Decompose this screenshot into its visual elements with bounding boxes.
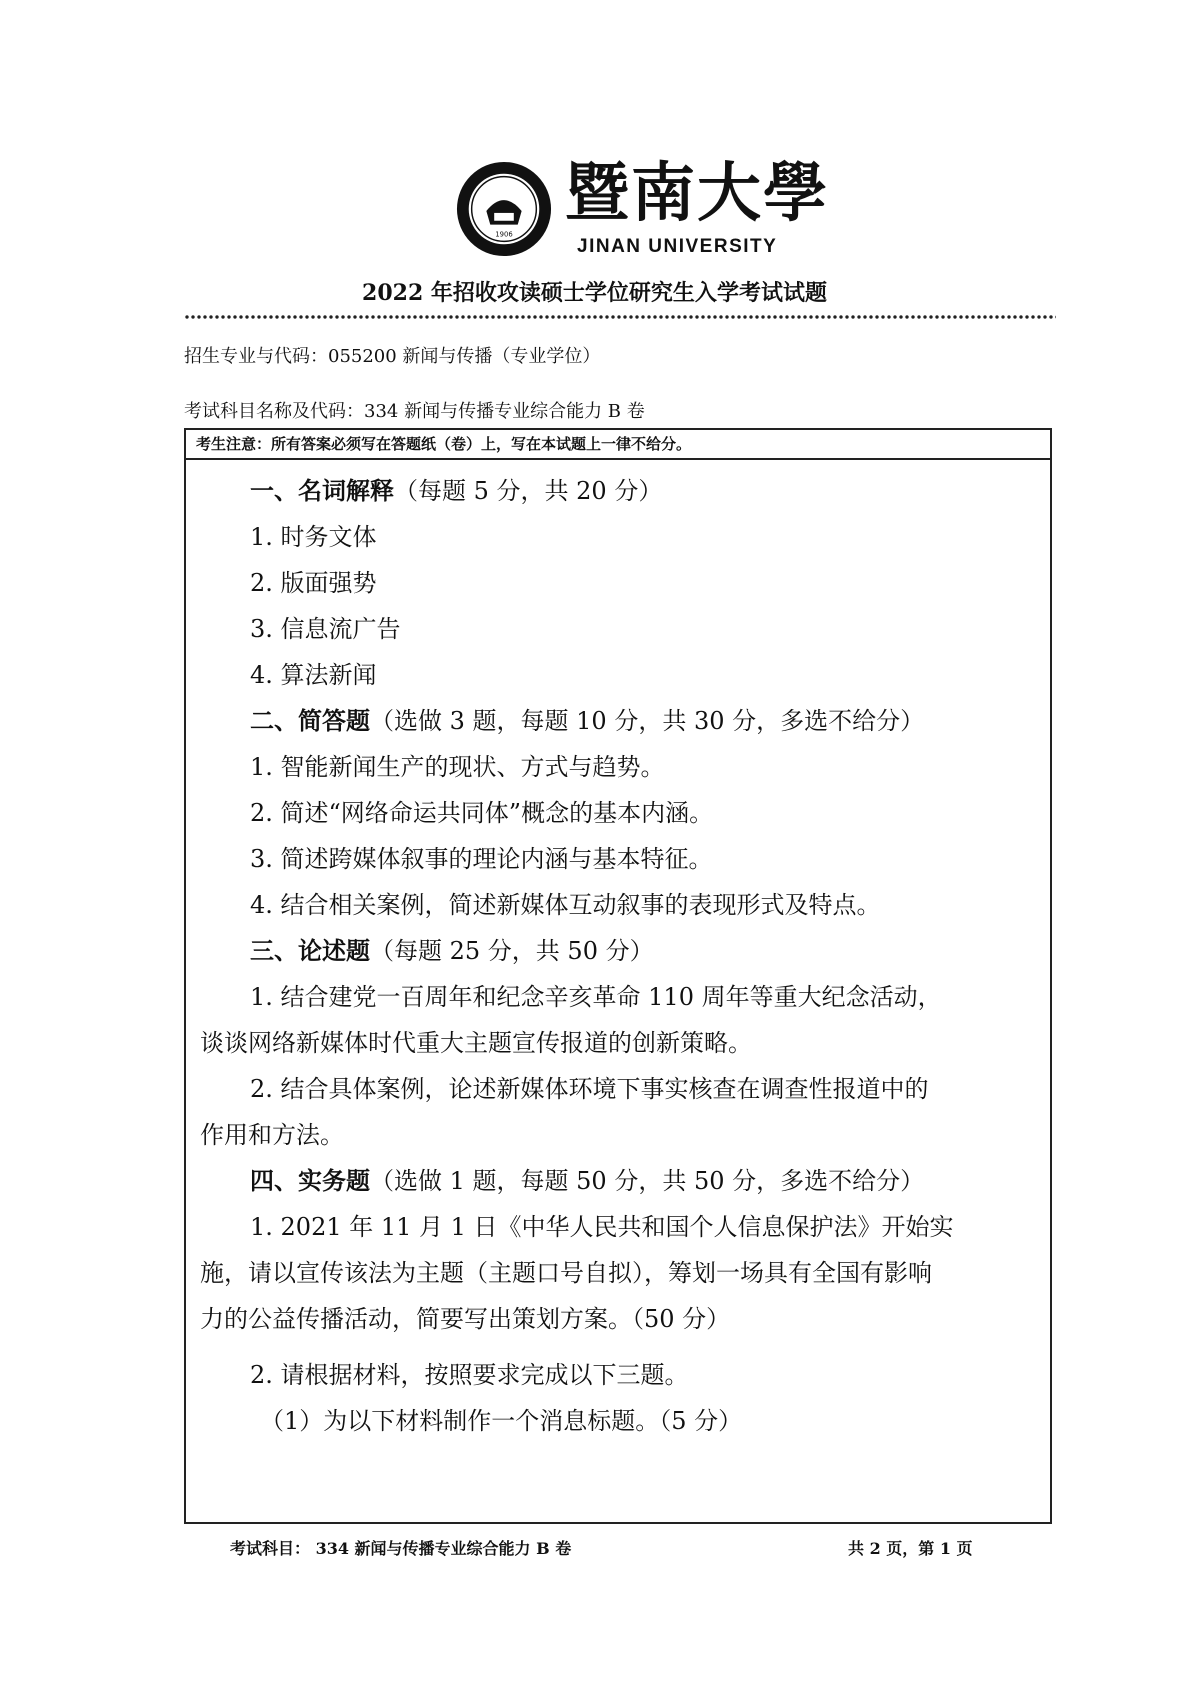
footer-page-number: 共 2 页，第 1 页 (848, 1539, 973, 1558)
section-4-note: （选做 1 题，每题 50 分，共 50 分，多选不给分） (370, 1167, 925, 1195)
section-2-heading (250, 704, 924, 738)
section-4-title: 四、实务题 (250, 1166, 370, 1195)
section-2-note: （选做 3 题，每题 10 分，共 30 分，多选不给分） (370, 707, 925, 735)
university-seal-icon (455, 160, 553, 258)
s2-item-1: 1. 智能新闻生产的现状、方式与趋势。 (250, 753, 665, 781)
s4-q1-line-2: 施，请以宣传该法为主题（主题口号自拟），筹划一场具有全国有影响 (200, 1259, 932, 1287)
s1-item-3: 3. 信息流广告 (250, 615, 401, 643)
candidate-notice: 考生注意：所有答案必须写在答题纸（卷）上，写在本试题上一律不给分。 (186, 430, 1050, 460)
s3-q2-line-1: 2. 结合具体案例，论述新媒体环境下事实核查在调查性报道中的 (250, 1075, 929, 1103)
subject-line: 考试科目名称及代码：334 新闻与传播专业综合能力 B 卷 (184, 401, 645, 422)
s2-item-2: 2. 简述“网络命运共同体”概念的基本内涵。 (250, 799, 714, 827)
section-1-title: 一、名词解释 (250, 476, 394, 505)
s1-item-1: 1. 时务文体 (250, 523, 377, 551)
dotted-divider (184, 313, 1056, 321)
s3-q2-line-2: 作用和方法。 (200, 1121, 344, 1149)
section-3-title: 三、论述题 (250, 936, 370, 965)
section-4-heading (250, 1164, 924, 1198)
university-name-en: JINAN UNIVERSITY (577, 236, 778, 257)
section-1-heading (250, 474, 662, 508)
major-line: 招生专业与代码：055200 新闻与传播（专业学位） (184, 346, 601, 367)
s4-q1-line-3: 力的公益传播活动，简要写出策划方案。（50 分） (200, 1305, 731, 1333)
section-2-title: 二、简答题 (250, 706, 370, 735)
s4-q1-line-1: 1. 2021 年 11 月 1 日《中华人民共和国个人信息保护法》开始实 (250, 1213, 954, 1241)
question-frame (184, 428, 1052, 1524)
s3-q1-line-1: 1. 结合建党一百周年和纪念辛亥革命 110 周年等重大纪念活动， (250, 983, 942, 1011)
footer-subject: 考试科目： 334 新闻与传播专业综合能力 B 卷 (230, 1539, 572, 1558)
university-logo (455, 156, 829, 268)
exam-title: 2022 年招收攻读硕士学位研究生入学考试试题 (362, 280, 827, 306)
s4-q2: 2. 请根据材料，按照要求完成以下三题。 (250, 1361, 689, 1389)
s1-item-2: 2. 版面强势 (250, 569, 377, 597)
s2-item-3: 3. 简述跨媒体叙事的理论内涵与基本特征。 (250, 845, 713, 873)
section-1-note: （每题 5 分，共 20 分） (394, 477, 663, 505)
s4-q2-sub-1: （1）为以下材料制作一个消息标题。（5 分） (260, 1407, 743, 1435)
svg-text:1906: 1906 (495, 230, 513, 239)
s2-item-4: 4. 结合相关案例，简述新媒体互动叙事的表现形式及特点。 (250, 891, 881, 919)
section-3-heading (250, 934, 654, 968)
s1-item-4: 4. 算法新闻 (250, 661, 377, 689)
university-name-cn: 暨南大學 (565, 156, 829, 231)
s3-q1-line-2: 谈谈网络新媒体时代重大主题宣传报道的创新策略。 (200, 1029, 752, 1057)
section-3-note: （每题 25 分，共 50 分） (370, 937, 654, 965)
